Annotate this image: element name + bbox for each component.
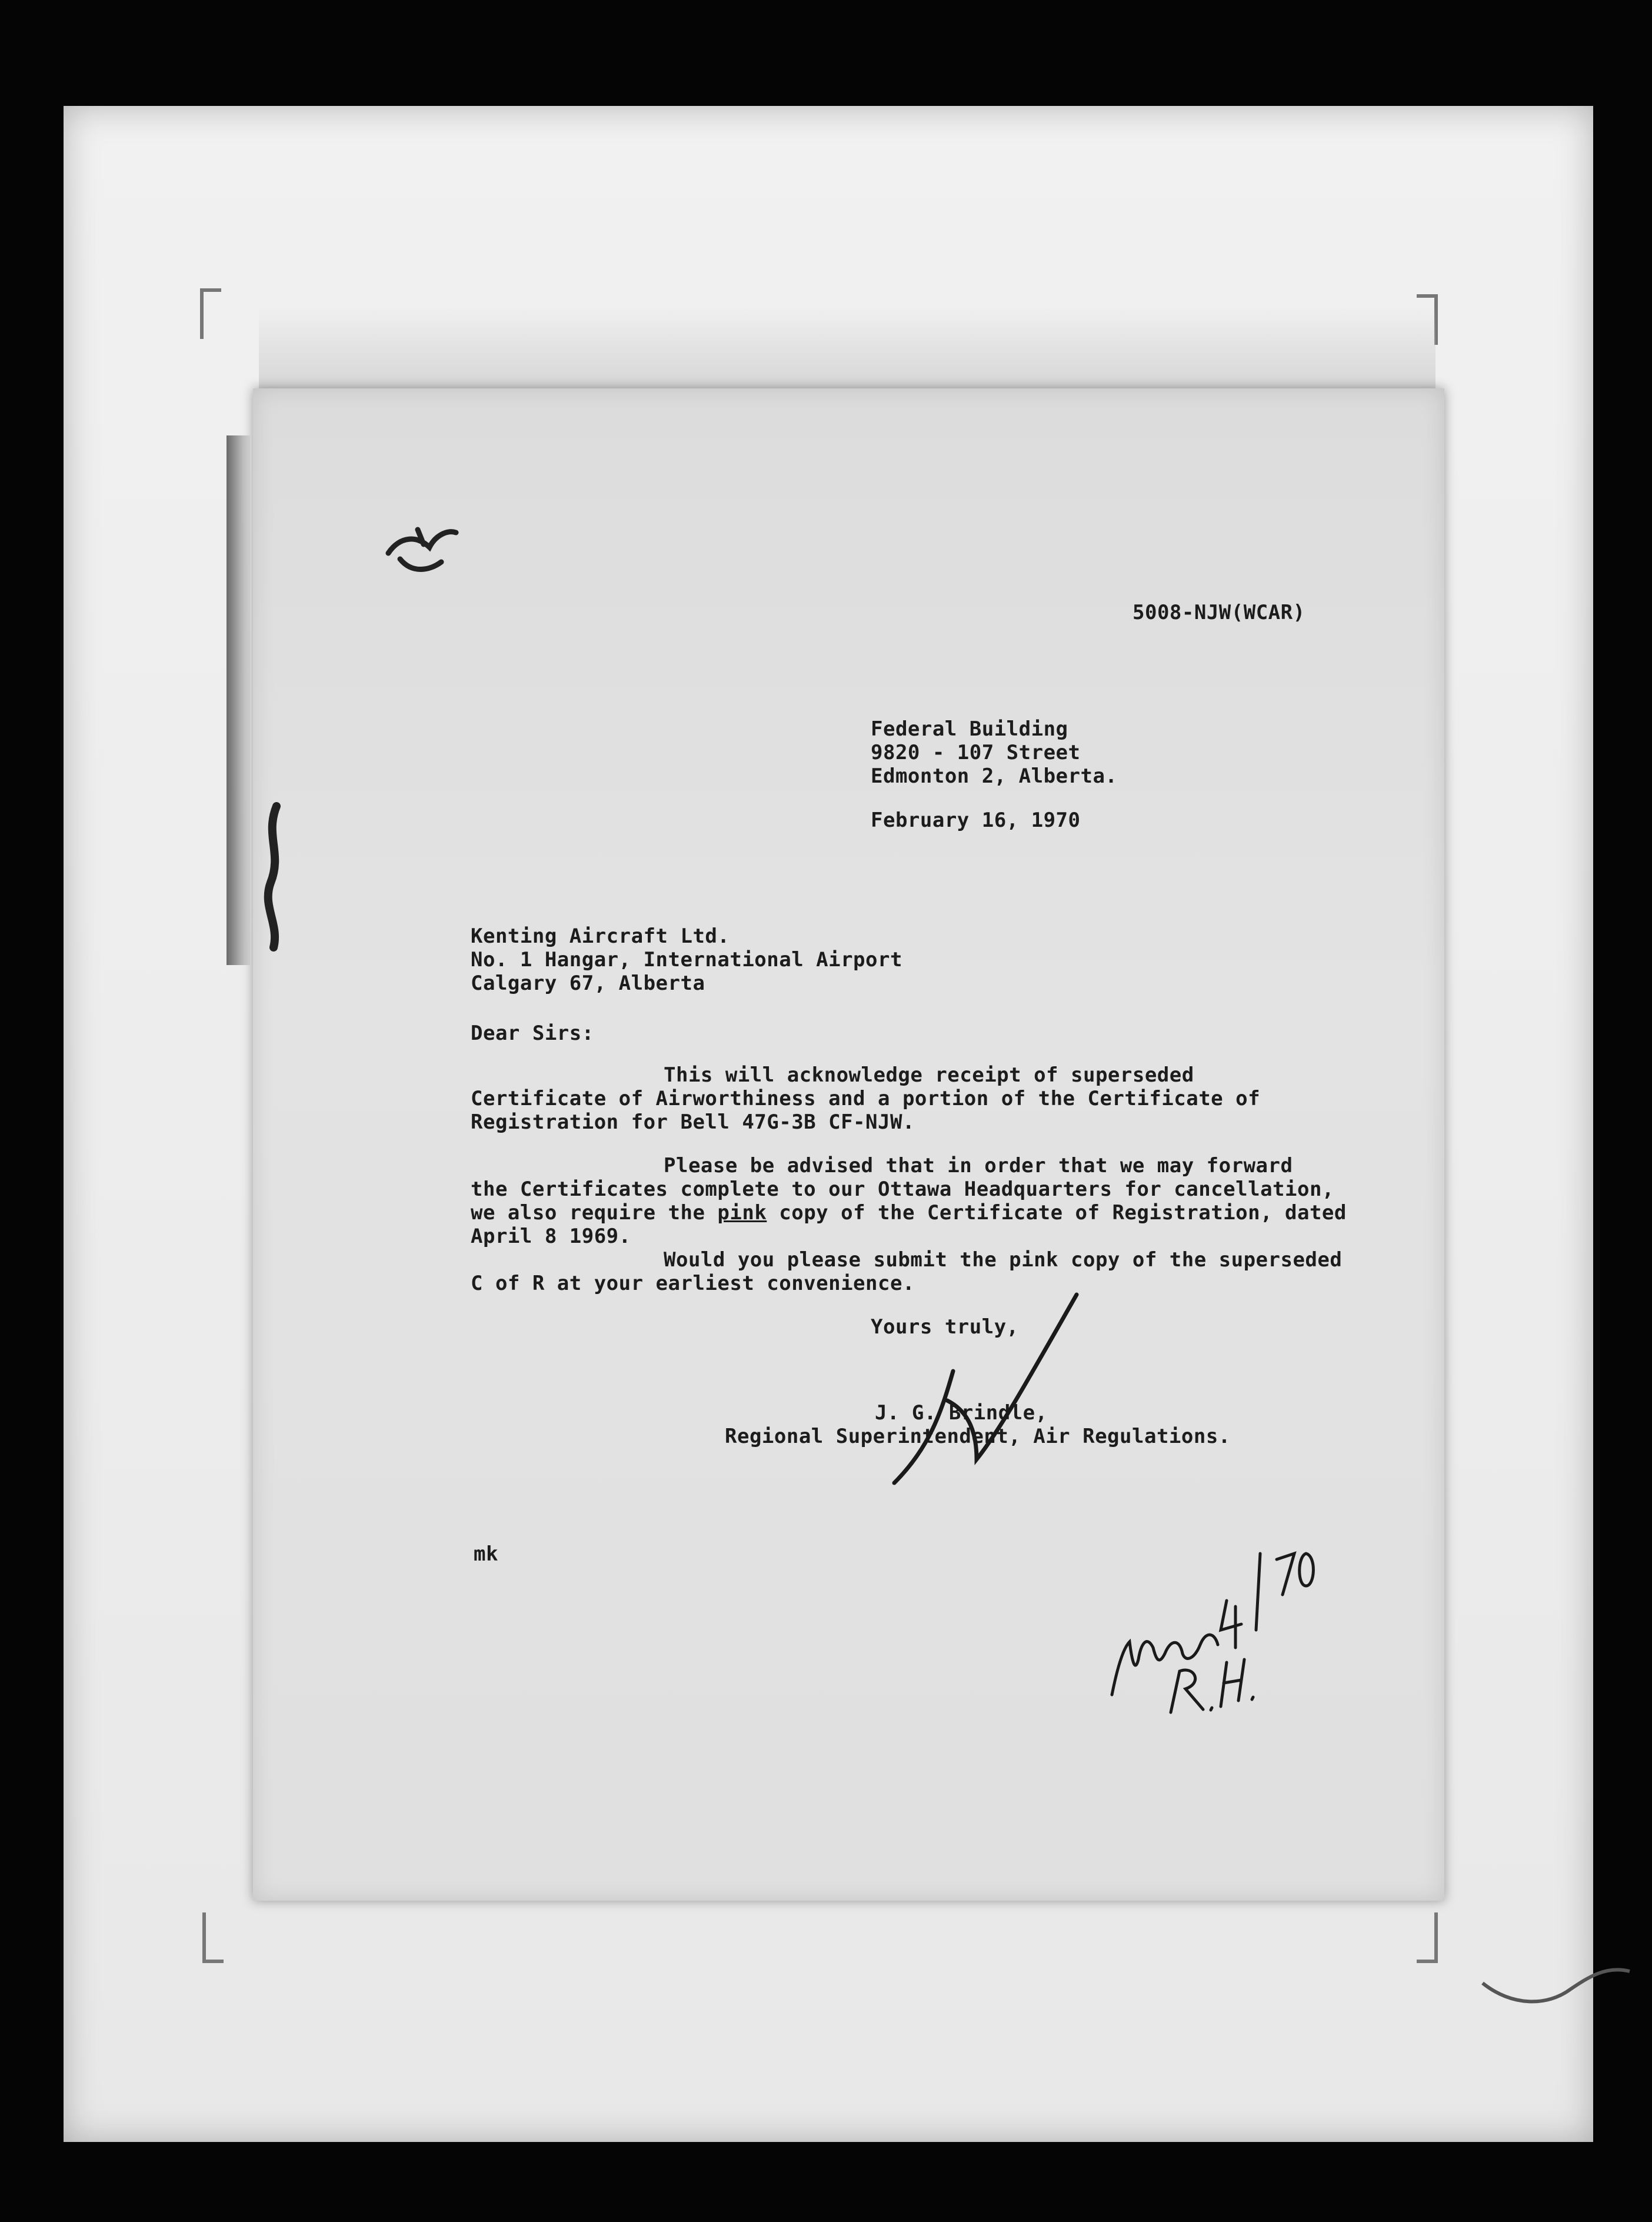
salutation: Dear Sirs:	[471, 1022, 594, 1045]
recipient-line-1: Kenting Aircraft Ltd.	[471, 924, 730, 948]
signature-mark	[882, 1283, 1094, 1489]
paragraph-2-line-1: Please be advised that in order that we may forward	[664, 1154, 1293, 1177]
tear-mark-icon	[247, 800, 300, 953]
underlined-word-pink: pink	[717, 1201, 767, 1225]
handwritten-note-mark	[1106, 1512, 1330, 1724]
letter-date: February 16, 1970	[871, 809, 1081, 832]
paragraph-1-line-1: This will acknowledge receipt of superseded	[664, 1063, 1194, 1087]
sender-address-line-1: Federal Building	[871, 717, 1068, 741]
paragraph-2-line-3-start: we also require the	[471, 1201, 718, 1225]
sheet-shadow	[259, 306, 1435, 394]
paragraph-1-line-3: Registration for Bell 47G-3B CF-NJW.	[471, 1110, 915, 1134]
sender-address-line-3: Edmonton 2, Alberta.	[871, 764, 1118, 788]
crop-mark-bottom-left	[202, 1912, 224, 1963]
recipient-line-2: No. 1 Hangar, International Airport	[471, 948, 902, 972]
closing: Yours truly,	[871, 1315, 1019, 1339]
crop-mark-bottom-right	[1417, 1912, 1438, 1963]
paragraph-2-line-4: April 8 1969.	[471, 1225, 631, 1248]
paragraph-3-line-1: Would you please submit the pink copy of the superseded	[664, 1248, 1343, 1272]
crop-mark-top-left	[200, 288, 221, 339]
signatory-title: Regional Superintendent, Air Regulations.	[725, 1425, 1231, 1448]
paragraph-2-line-3-end: copy of the Certificate of Registration, dated	[767, 1201, 1347, 1225]
file-reference: 5008-NJW(WCAR)	[1133, 601, 1305, 624]
staple-mark-icon	[377, 518, 465, 588]
paragraph-3-line-2: C of R at your earliest convenience.	[471, 1272, 915, 1295]
paragraph-1-line-2: Certificate of Airworthiness and a portion of the Certificate of	[471, 1087, 1261, 1110]
paragraph-2-line-2: the Certificates complete to our Ottawa Headquarters for cancellation,	[471, 1177, 1334, 1201]
sheet-edge-shadow	[227, 435, 250, 965]
typist-initials: mk	[474, 1542, 498, 1566]
signatory-name: J. G. Brindle,	[875, 1401, 1048, 1425]
film-scratch-mark	[1477, 1954, 1636, 2013]
recipient-line-3: Calgary 67, Alberta	[471, 972, 705, 995]
sender-address-line-2: 9820 - 107 Street	[871, 741, 1081, 764]
paragraph-2-line-3	[471, 1202, 1347, 1224]
